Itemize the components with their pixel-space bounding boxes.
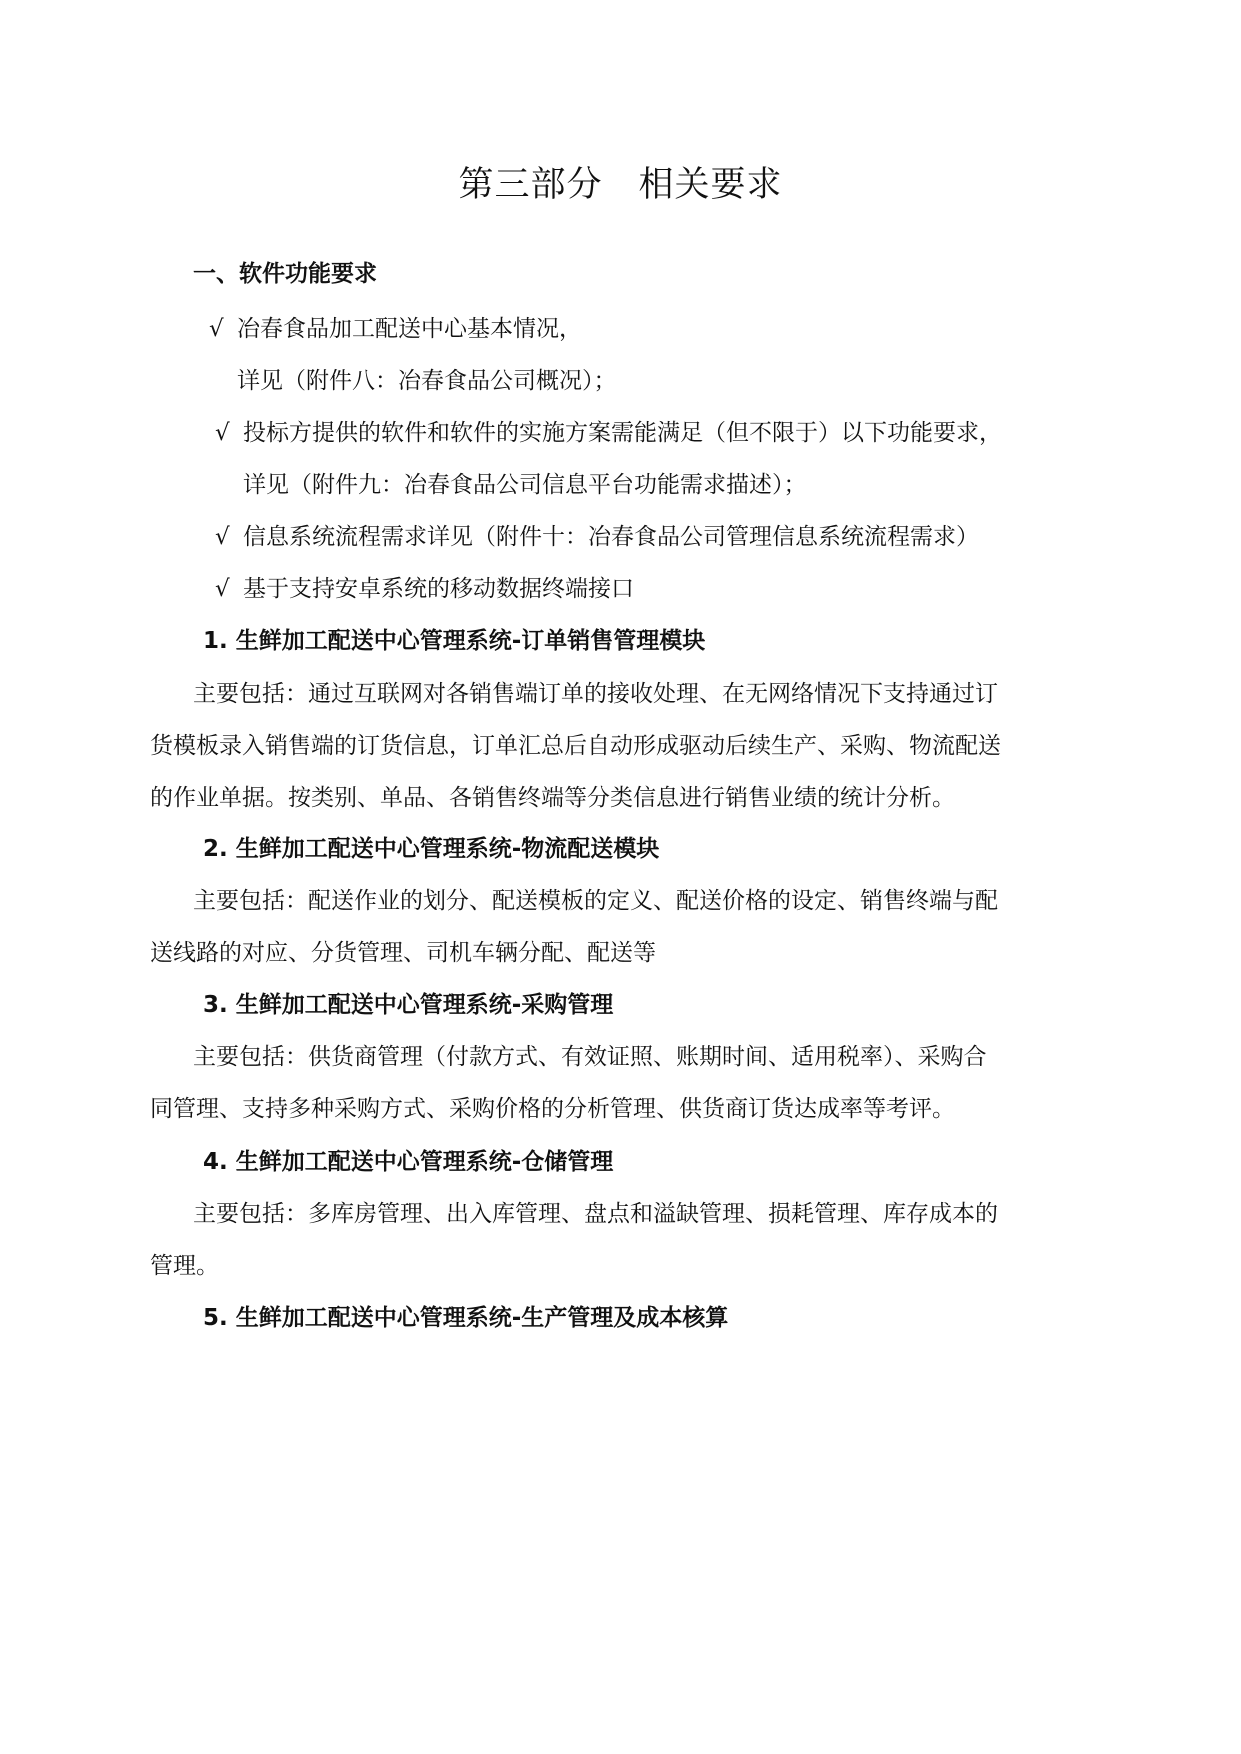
module-paragraph-line: 同管理、支持多种采购方式、采购价格的分析管理、供货商订货达成率等考评。 [150,1096,955,1122]
section-heading: 一、软件功能要求 [193,261,377,287]
bullet-text: 冶春食品加工配送中心基本情况， [237,316,582,342]
page-title [0,163,1241,207]
module-heading: 2. 生鲜加工配送中心管理系统-物流配送模块 [203,836,660,862]
bullet-continuation: 详见（附件八：冶春食品公司概况）； [237,368,617,394]
bullet-text: 投标方提供的软件和软件的实施方案需能满足（但不限于）以下功能要求， [243,420,1002,446]
module-paragraph-line: 主要包括：多库房管理、出入库管理、盘点和溢缺管理、损耗管理、库存成本的 [193,1201,998,1227]
bullet-text: 基于支持安卓系统的移动数据终端接口 [243,576,634,602]
bullet-item [215,574,634,604]
bullet-item [215,522,979,552]
check-mark-icon: √ [209,316,224,342]
module-paragraph-line: 的作业单据。按类别、单品、各销售终端等分类信息进行销售业绩的统计分析。 [150,785,955,811]
check-mark-icon: √ [215,576,230,602]
module-heading: 4. 生鲜加工配送中心管理系统-仓储管理 [203,1149,614,1175]
bullet-item [209,314,582,344]
bullet-continuation: 详见（附件九：冶春食品公司信息平台功能需求描述）； [243,472,807,498]
check-mark-icon: √ [215,524,230,550]
check-mark-icon: √ [215,420,230,446]
bullet-item [215,418,1002,448]
bullet-text: 信息系统流程需求详见（附件十：冶春食品公司管理信息系统流程需求） [243,524,979,550]
module-heading: 5. 生鲜加工配送中心管理系统-生产管理及成本核算 [203,1305,729,1331]
module-paragraph-line: 主要包括：供货商管理（付款方式、有效证照、账期时间、适用税率）、采购合 [193,1044,987,1070]
page-title-part: 第三部分 [458,165,603,205]
page-title-subject: 相关要求 [638,165,783,205]
module-paragraph-line: 货模板录入销售端的订货信息，订单汇总后自动形成驱动后续生产、采购、物流配送 [150,733,1001,759]
module-heading: 3. 生鲜加工配送中心管理系统-采购管理 [203,992,614,1018]
module-paragraph-line: 送线路的对应、分货管理、司机车辆分配、配送等 [150,940,656,966]
module-paragraph-line: 管理。 [150,1253,219,1279]
module-heading: 1. 生鲜加工配送中心管理系统-订单销售管理模块 [203,628,706,654]
module-paragraph-line: 主要包括：通过互联网对各销售端订单的接收处理、在无网络情况下支持通过订 [193,681,998,707]
module-paragraph-line: 主要包括：配送作业的划分、配送模板的定义、配送价格的设定、销售终端与配 [193,888,998,914]
